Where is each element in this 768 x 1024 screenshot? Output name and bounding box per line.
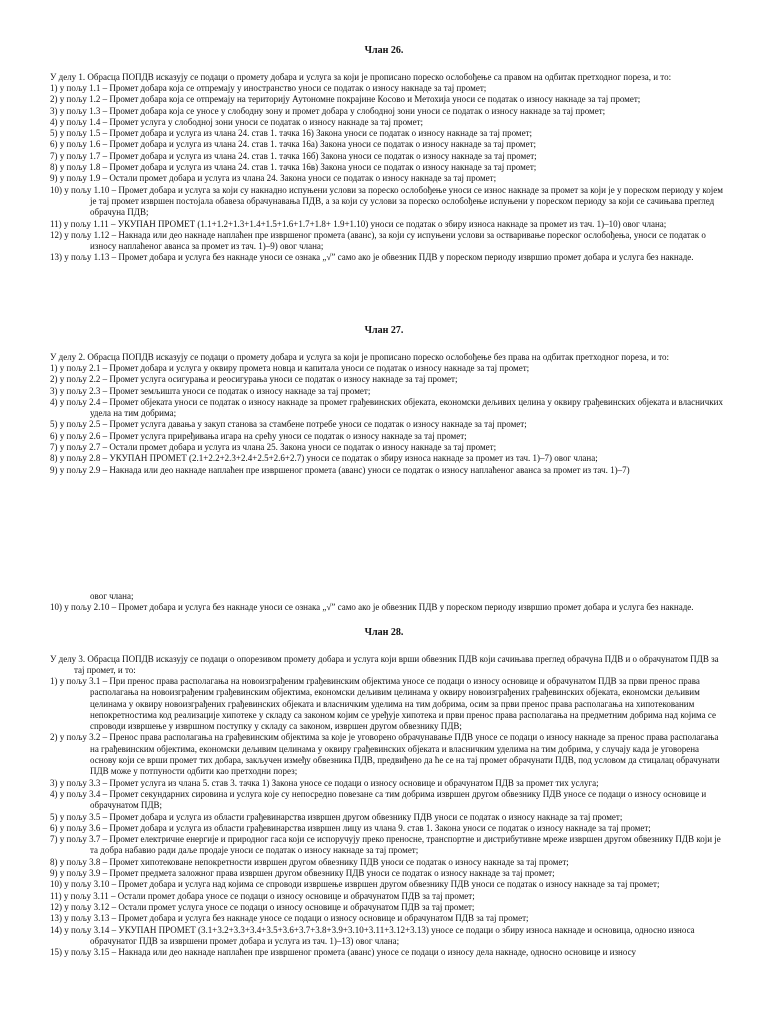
list-item: 2) у пољу 2.2 – Промет услуга осигурања и реосигурања уноси се податак о износу накнаде за тај промет; (50, 374, 458, 385)
list-item: 7) у пољу 3.7 – Промет електричне енергије и природног гаса који се испоручују преко преносне, транспортне и дистрибутивне мреже извршен другом обвезнику ПДВ који је та добра набавио ради даље продаје уноси се податак о износу накнаде за тај промет; (50, 834, 721, 856)
article-items (0, 676, 768, 958)
article-intro: У делу 1. Обрасца ПОПДВ исказују се подаци о промету добара и услуга за који је прописано пореско ослобођење са правом на одбитак претходног пореза, и то: (50, 72, 672, 82)
article-title: Члан 26. (364, 45, 404, 56)
article-items (0, 83, 768, 264)
list-item: 5) у пољу 3.5 – Промет добара и услуга из области грађевинарства извршен другом обвезнику ПДВ уноси се податак о износу накнаде за тај промет; (50, 811, 623, 822)
list-item: 10) у пољу 1.10 – Промет добара и услуга за који су накнадно испуњени услови за пореско ослобођење уноси се износ накнаде за промет за који је у пореском периоду у којем је тај промет извршен постојала обавеза обрачунавања ПДВ, а за који су услови за пореско ослобођење испуњени у пореском периоду за који се сачињава преглед обрачуна ПДВ; (50, 184, 723, 218)
list-item: 2) у пољу 3.2 – Пренос права располагања на грађевинским објектима за које је уговорено обрачунавање ПДВ уносе се подаци о износу накнаде за пренос права располагања на грађевинским објектима, економски дељивим целинама у оквиру грађевинских објеката и власничким уделима на тим добрима, у случају када је уговорена основу који се врши промет тих добара, закључен између обвезника ПДВ, предвиђено да ће се на тај промет обрачунати ПДВ, под условом да стицалац обрачунати ПДВ може у потпуности одбити као претходни порез; (50, 732, 720, 777)
list-item: 9) у пољу 2.9 – Накнада или део накнаде наплаћен пре извршеног промета (аванс) уноси се податак о износу наплаћеног аванса за промет из тач. 1)–7) (50, 464, 630, 475)
list-item: 9) у пољу 3.9 – Промет предмета заложног права извршен другом обвезнику ПДВ уноси се податак о износу накнаде за тај промет; (50, 868, 555, 879)
list-item: 3) у пољу 1.3 – Промет добара која се уносе у слободну зону и промет добара у слободној зони уноси се податак о износу накнаде за тај промет; (50, 105, 606, 116)
list-item: 7) у пољу 2.7 – Остали промет добара и услуга из члана 25. Закона уноси се податак о износу накнаде за тај промет; (50, 442, 497, 453)
list-item: 7) у пољу 1.7 – Промет добара и услуга из члана 24. став 1. тачка 16б) Закона уноси се податак о износу накнаде за тај промет; (50, 150, 537, 161)
list-item: 5) у пољу 2.5 – Промет услуга давања у закуп станова за стамбене потребе уноси се податак о износу накнаде за тај промет; (50, 419, 527, 430)
list-item: 1) у пољу 3.1 – При пренос права располагања на новоизграђеним грађевинским објектима уносе се подаци о износу основице и обрачунатом ПДВ за први пренос права располагања на новоизграђеним грађевинским објектима, економски дељивим целинама у оквиру новоизграђених грађевинских објеката, економски дељивим целинама у оквиру новоизграђених грађевинских објеката и власничким уделима на тим добрима, осим за први пренос права располагања на хипотекованим непокретностима код реализације хипотеке у складу са законом којим се уређује хипотека и први пренос права располагања на предметним добрима над којима се спроводи извршење у извршном поступку у складу са законом, извршен другом обвезнику ПДВ; (50, 676, 717, 732)
list-item: 6) у пољу 1.6 – Промет добара и услуга из члана 24. став 1. тачка 16а) Закона уноси се податак о износу накнаде за тај промет; (50, 139, 537, 150)
article-27 (0, 325, 768, 476)
list-item: 6) у пољу 3.6 – Промет добара и услуга из области грађевинарства извршен лицу из члана 9. став 1. Закона уноси се податак о износу накнаде за тај промет; (50, 822, 651, 833)
article-intro: У делу 3. Обрасца ПОПДВ исказују се подаци о опорезивом промету добара и услуга који врши обвезник ПДВ који сачињава преглед обрачуна ПДВ и о обрачунатом ПДВ за тај промет, и то: (50, 654, 719, 675)
list-item: 4) у пољу 2.4 – Промет објеката уноси се податак о износу накнаде за промет грађевинских објеката, економски дељивих целина у оквиру грађевинских објеката и власничких удела на тим добрима; (50, 396, 723, 419)
list-item: 14) у пољу 3.14 – УКУПАН ПРОМЕТ (3.1+3.2+3.3+3.4+3.5+3.6+3.7+3.8+3.9+3.10+3.11+3.12+3.13) уносе се подаци о збиру износа накнаде и основица, односно износа обрачунатог ПДВ за извршени промет добара и услуга из тач. 1)–13) овог члана; (50, 924, 695, 946)
list-item: 2) у пољу 1.2 – Промет добара која се отпремају на територију Аутономне покрајине Косово и Метохија уноси се податак о износу накнаде за тај промет; (50, 94, 641, 105)
list-item: 12) у пољу 1.12 – Накнада или део накнаде наплаћен пре извршеног промета (аванс), за који су испуњени услови за остваривање пореског ослобођења, уноси се податак о износу наплаћеног аванса за промет из тач. 1)–9) овог члана; (50, 229, 706, 252)
list-item: 11) у пољу 3.11 – Остали промет добара уносе се подаци о износу основице и обрачунатом ПДВ за тај промет; (50, 890, 475, 901)
article-27-continued (0, 591, 768, 613)
list-item: 13) у пољу 1.13 – Промет добара и услуга без накнаде уноси се ознака „√” само ако је обвезник ПДВ у пореском периоду извршио промет добара и услуга без накнаде. (50, 252, 694, 263)
list-item: 12) у пољу 3.12 – Остали промет услуга уносе се подаци о износу основице и обрачунатом ПДВ за тај промет; (50, 901, 475, 912)
list-item: 13) у пољу 3.13 – Промет добара и услуга без накнаде уносе се подаци о износу основице и обрачунатом ПДВ за тај промет; (50, 913, 529, 924)
article-title: Члан 27. (364, 325, 404, 336)
article-26 (0, 45, 768, 264)
list-item: 4) у пољу 3.4 – Промет секундарних сировина и услуга које су непосредно повезане са тим добрима извршен другом обвезнику ПДВ уносе се подаци о износу основице и обрачунатом ПДВ; (50, 788, 707, 811)
list-item: 5) у пољу 1.5 – Промет добара и услуга из члана 24. став 1. тачка 16) Закона уноси се податак о износу накнаде за тај промет; (50, 128, 533, 139)
continuation-text: овог члана; (90, 591, 134, 601)
list-item: 9) у пољу 1.9 – Остали промет добара и услуга из члана 24. Закона уноси се податак о износу накнаде за тај промет; (50, 173, 497, 184)
list-item: 3) у пољу 2.3 – Промет земљишта уноси се податак о износу накнаде за тај промет; (50, 385, 371, 396)
article-items (0, 363, 768, 476)
list-item: 15) у пољу 3.15 – Накнада или део накнаде наплаћен пре извршеног промета (аванс) уносе се подаци о износу дела накнаде, односно основице и износу (50, 947, 636, 958)
list-item: 6) у пољу 2.6 – Промет услуга приређивања игара на срећу уноси се податак о износу накнаде за тај промет; (50, 430, 467, 441)
list-item: 10) у пољу 2.10 – Промет добара и услуга без накнаде уноси се ознака „√” само ако је обвезник ПДВ у пореском периоду извршио промет добара и услуга без накнаде. (50, 602, 694, 612)
list-item: 10) у пољу 3.10 – Промет добара и услуга над којима се спроводи извршење извршен другом обвезнику ПДВ уноси се податак о износу накнаде за тај промет; (50, 879, 660, 890)
list-item: 1) у пољу 2.1 – Промет добара и услуга у оквиру промета новца и капитала уноси се податак о износу накнаде за тај промет; (50, 363, 530, 373)
list-item: 8) у пољу 2.8 – УКУПАН ПРОМЕТ (2.1+2.2+2.3+2.4+2.5+2.6+2.7) уноси се податак о збиру износа накнаде за промет из тач. 1)–7) овог члана; (50, 453, 598, 464)
article-title: Члан 28. (364, 627, 404, 638)
list-item: 4) у пољу 1.4 – Промет услуга у слободној зони уноси се податак о износу накнаде за тај промет; (50, 116, 424, 127)
article-items (0, 602, 768, 613)
list-item: 8) у пољу 1.8 – Промет добара и услуга из члана 24. став 1. тачка 16в) Закона уноси се податак о износу накнаде за тај промет; (50, 162, 537, 173)
list-item: 8) у пољу 3.8 – Промет хипотековане непокретности извршен другом обвезнику ПДВ уноси се податак о износу накнаде за тај промет; (50, 856, 569, 867)
article-28 (0, 627, 768, 958)
list-item: 1) у пољу 1.1 – Промет добара која се отпремају у иностранство уноси се податак о износу накнаде за тај промет; (50, 83, 487, 93)
list-item: 11) у пољу 1.11 – УКУПАН ПРОМЕТ (1.1+1.2+1.3+1.4+1.5+1.6+1.7+1.8+ 1.9+1.10) уноси се податак о збиру износа накнаде за промет из тач. 1)–10) овог члана; (50, 218, 667, 229)
article-intro: У делу 2. Обрасца ПОПДВ исказују се подаци о промету добара и услуга за који је прописано пореско ослобођење без права на одбитак претходног пореза, и то: (50, 352, 670, 362)
list-item: 3) у пољу 3.3 – Промет услуга из члана 5. став 3. тачка 1) Закона уносе се подаци о износу основице и обрачунатом ПДВ за промет тих услуга; (50, 777, 599, 788)
